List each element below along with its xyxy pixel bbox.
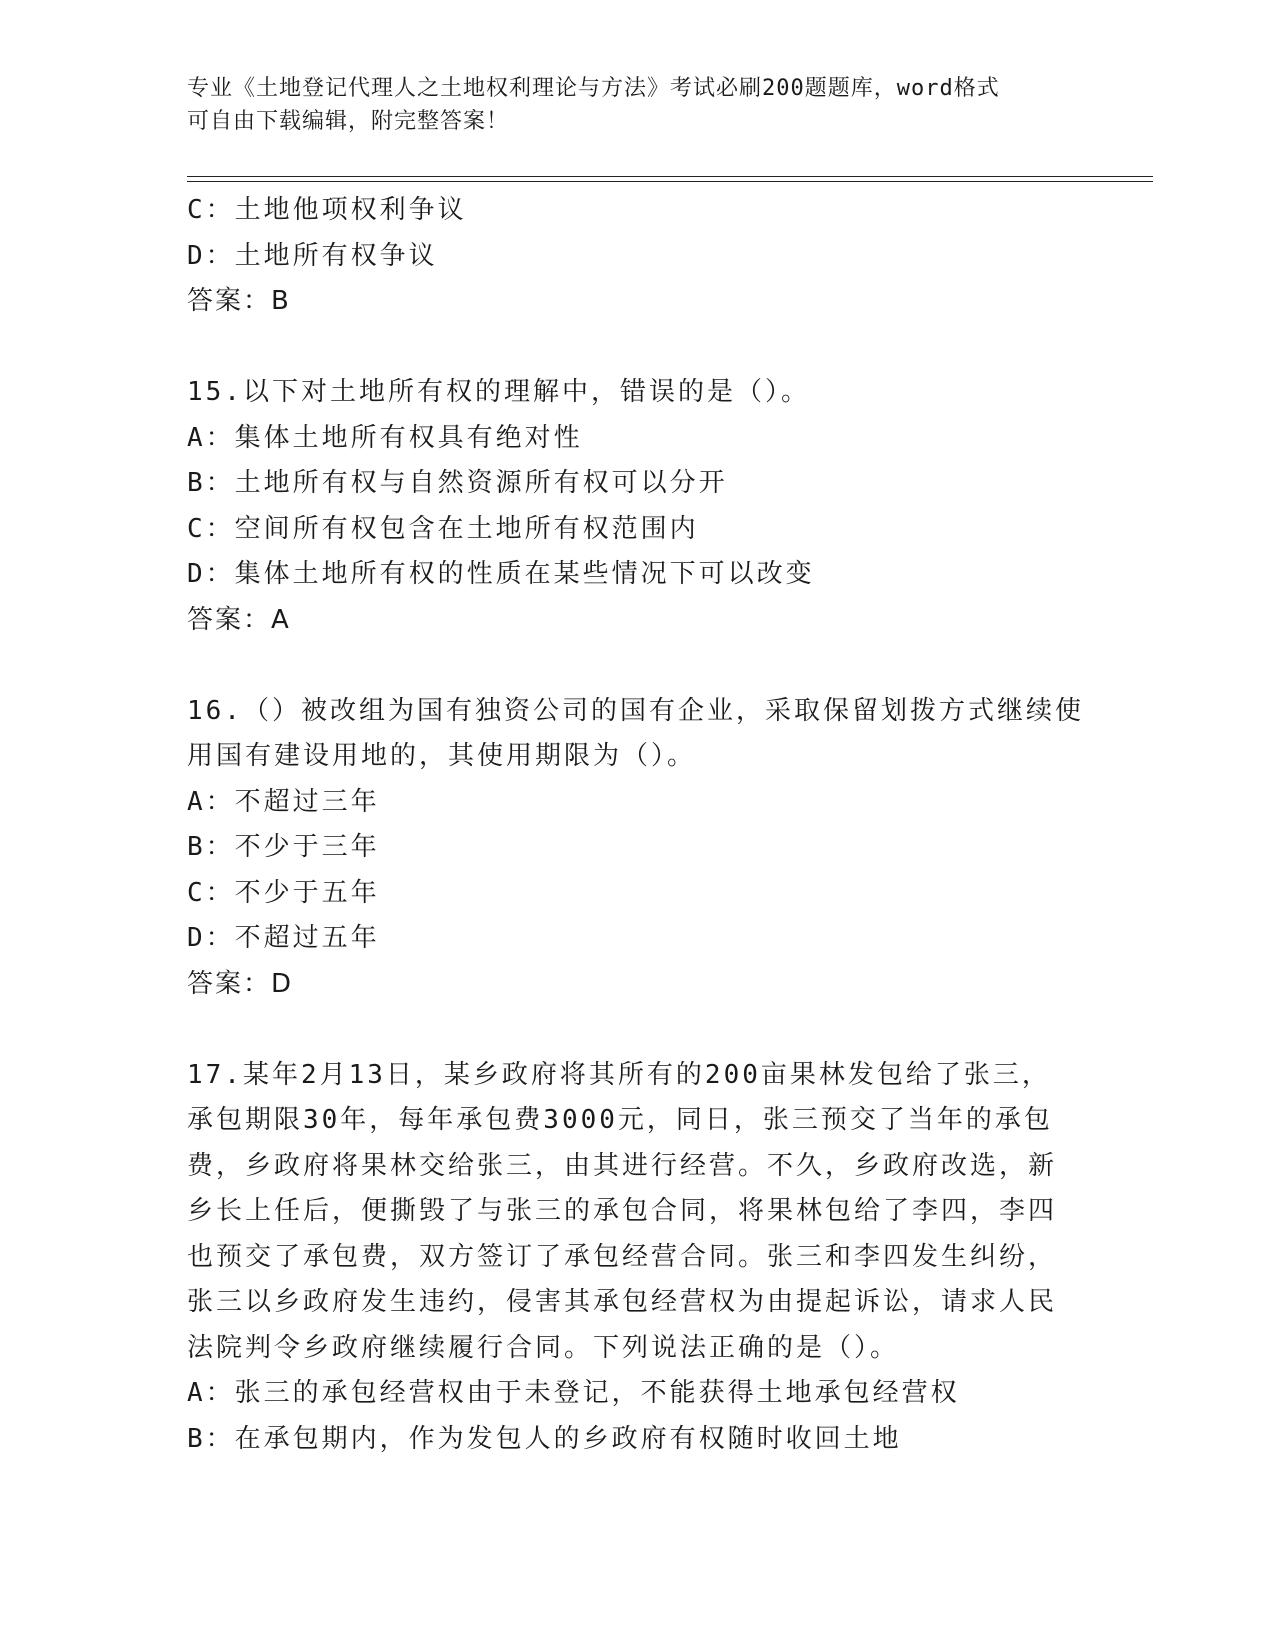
spacer [187, 643, 1067, 689]
question-16 [187, 689, 1084, 1008]
question-list [187, 188, 1084, 1462]
answer-line: 答案：A [187, 604, 291, 635]
answer-line: 答案：B [187, 286, 291, 316]
option-c: C：空间所有权包含在土地所有权范围内 [187, 513, 699, 544]
question-15 [187, 370, 1067, 643]
option-a: A：张三的承包经营权由于未登记，不能获得土地承包经营权 [187, 1378, 960, 1408]
header-title-line-2: 可自由下载编辑，附完整答案！ [187, 109, 510, 134]
question-stem-line-1: 16.（）被改组为国有独资公司的国有企业，采取保留划拨方式继续使 [187, 695, 1084, 726]
document-header [187, 72, 1087, 138]
question-stem-line-6: 张三以乡政府发生违约，侵害其承包经营权为由提起诉讼，请求人民 [187, 1287, 1058, 1317]
header-divider-top [187, 176, 1153, 177]
spacer [187, 325, 1067, 371]
question-stem-line-1: 17.某年2月13日，某乡政府将其所有的200亩果林发包给了张三， [187, 1059, 1051, 1090]
question-stem-line-2: 承包期限30年，每年承包费3000元，同日，张三预交了当年的承包 [187, 1105, 1053, 1135]
question-stem-line-4: 乡长上任后，便撕毁了与张三的承包合同，将果林包给了李四，李四 [187, 1196, 1058, 1226]
question-stem-line-3: 费，乡政府将果林交给张三，由其进行经营。不久，乡政府改选，新 [187, 1150, 1058, 1181]
question-stem-line-2: 用国有建设用地的，其使用期限为（）。 [187, 741, 697, 771]
question-stem: 15.以下对土地所有权的理解中，错误的是（）。 [187, 377, 810, 407]
option-d: D：土地所有权争议 [187, 240, 438, 271]
header-title-line-1: 专业《土地登记代理人之土地权利理论与方法》考试必刷200题题库，word格式 [187, 76, 1000, 101]
option-d: D：集体土地所有权的性质在某些情况下可以改变 [187, 559, 815, 589]
question-stem-line-7: 法院判令乡政府继续履行合同。下列说法正确的是（）。 [187, 1332, 900, 1363]
spacer [187, 1007, 1067, 1053]
question-14-tail [187, 188, 1067, 325]
question-17 [187, 1053, 1067, 1463]
option-a: A：集体土地所有权具有绝对性 [187, 422, 583, 453]
question-stem-line-5: 也预交了承包费，双方签订了承包经营合同。张三和李四发生纠纷， [187, 1241, 1058, 1272]
answer-line: 答案：D [187, 968, 294, 999]
option-b: B：土地所有权与自然资源所有权可以分开 [187, 468, 728, 498]
header-divider-bottom [187, 181, 1153, 182]
option-a: A：不超过三年 [187, 786, 380, 817]
option-c: C：不少于五年 [187, 877, 380, 908]
option-c: C：土地他项权利争议 [187, 195, 467, 225]
option-d: D：不超过五年 [187, 923, 380, 953]
option-b: B：在承包期内，作为发包人的乡政府有权随时收回土地 [187, 1423, 902, 1454]
option-b: B：不少于三年 [187, 832, 380, 862]
